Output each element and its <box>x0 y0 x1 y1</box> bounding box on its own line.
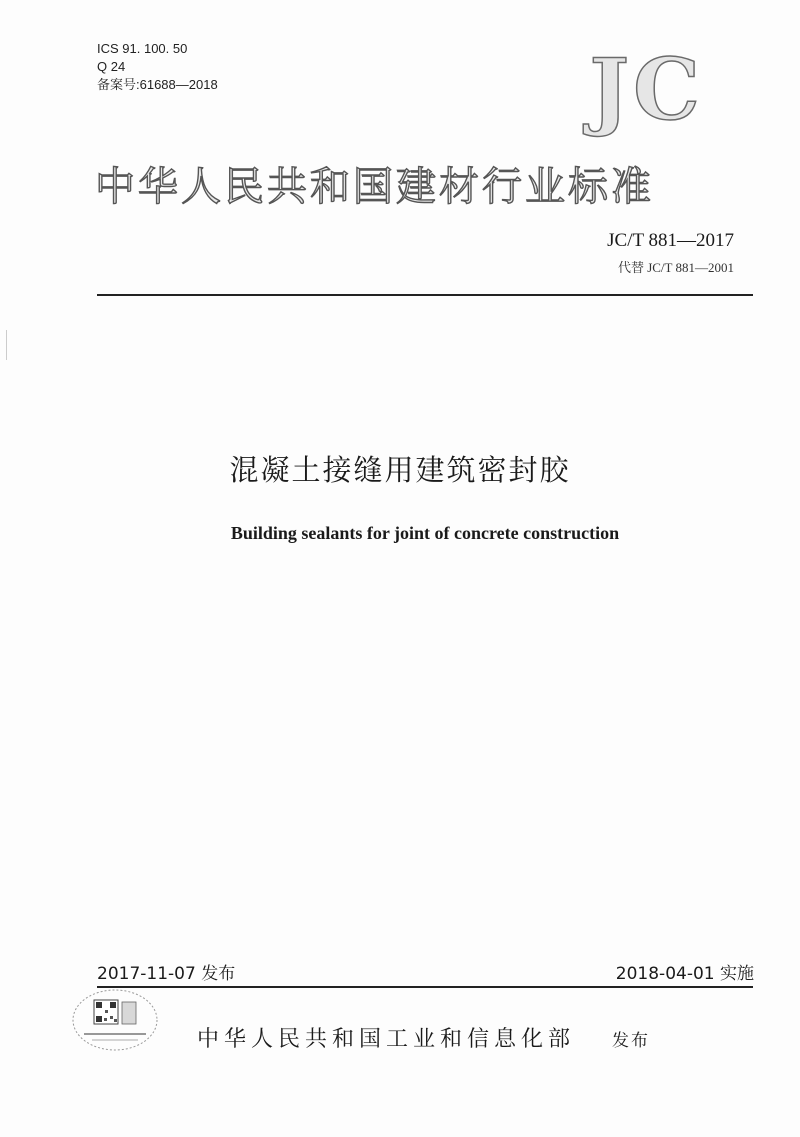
classification-block <box>97 40 218 94</box>
margin-mark <box>6 330 7 360</box>
replaces-code: 代替 JC/T 881—2001 <box>617 260 734 275</box>
filing-number: 备案号:61688—2018 <box>97 77 218 92</box>
ics-code: ICS 91. 100. 50 <box>97 41 188 56</box>
publisher-verb: 发布 <box>612 1031 650 1051</box>
publisher-name: 中华人民共和国工业和信息化部 <box>197 1027 576 1052</box>
bottom-divider <box>97 986 753 988</box>
implement-date: 2018-04-01 实施 <box>615 964 754 984</box>
standard-code: JC/T 881—2017 <box>607 230 734 251</box>
jc-logo: JC <box>589 40 704 139</box>
document-title-cn: 混凝土接缝用建筑密封胶 <box>229 453 571 487</box>
publish-date: 2017-11-07 发布 <box>97 964 236 984</box>
standard-type-heading: 中华人民共和国建材行业标准 <box>95 164 654 210</box>
document-title-en: Building sealants for joint of concrete construction <box>230 523 620 543</box>
qr-seal-icon <box>70 988 160 1058</box>
top-divider <box>97 294 753 296</box>
ccs-code: Q 24 <box>97 59 126 74</box>
